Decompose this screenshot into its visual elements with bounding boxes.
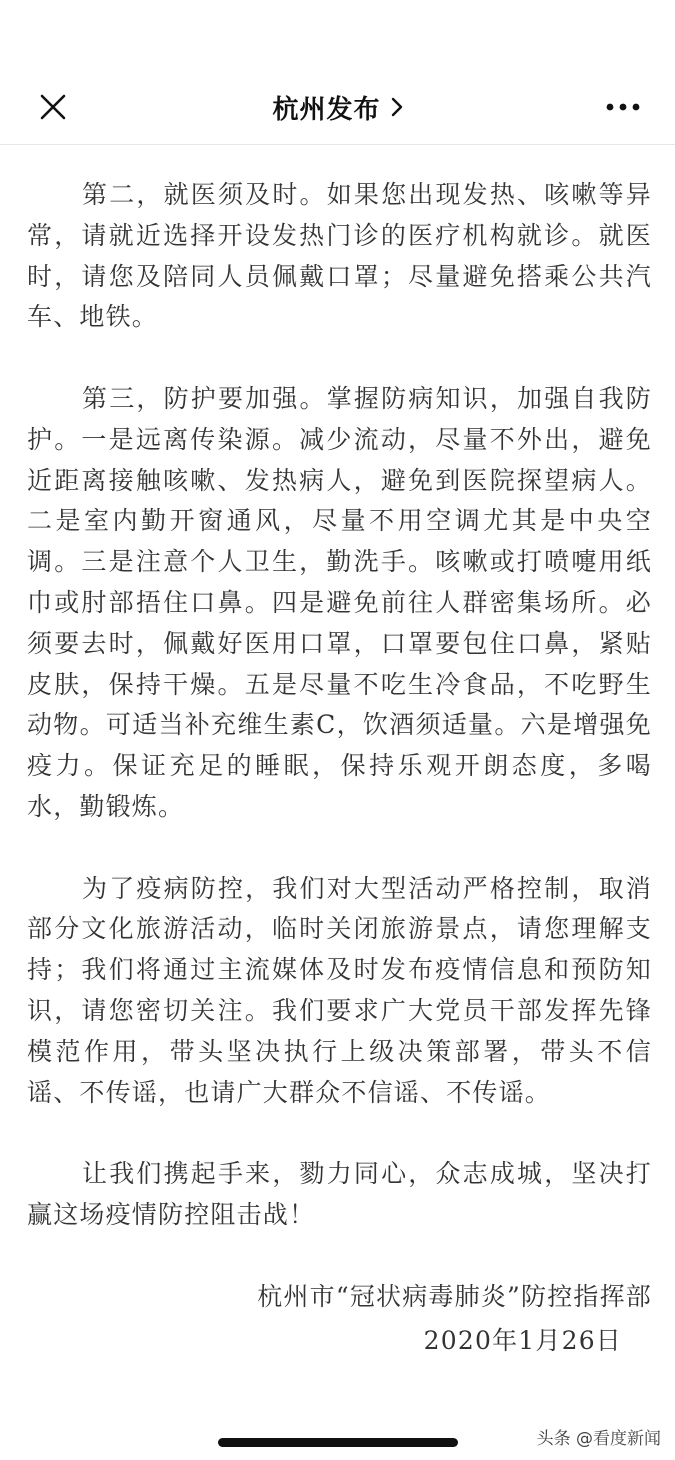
source-watermark: 头条 @看度新闻 <box>536 1429 661 1449</box>
paragraph-epidemic-control: 为了疫病防控，我们对大型活动严格控制，取消部分文化旅游活动，临时关闭旅游景点，请您理解支持；我们将通过主流媒体及时发布疫情信息和预防知识，请您密切关注。我们要求广大党员干部发挥先锋模范作用，带头坚决执行上级决策部署，带头不信谣、不传谣，也请广大群众不信谣、不传谣。 <box>27 873 652 1107</box>
account-name-link[interactable] <box>0 85 675 129</box>
article-body <box>27 175 652 1362</box>
paragraph-seek-medical-care: 第二，就医须及时。如果您出现发热、咳嗽等异常，请就近选择开设发热门诊的医疗机构就诊。就医时，请您及陪同人员佩戴口罩；尽量避免搭乘公共汽车、地铁。 <box>27 180 652 332</box>
more-horizontal-icon <box>606 103 640 111</box>
home-indicator[interactable] <box>218 1438 458 1447</box>
more-button[interactable] <box>600 84 646 130</box>
signature-date: 2020年1月26日 <box>423 1326 622 1356</box>
signature: 杭州市“冠状病毒肺炎”防控指挥部 <box>257 1281 652 1311</box>
chevron-right-icon <box>391 97 403 117</box>
paragraph-strengthen-protection: 第三，防护要加强。掌握防病知识，加强自我防护。一是远离传染源。减少流动，尽量不外出，避免近距离接触咳嗽、发热病人，避免到医院探望病人。二是室内勤开窗通风，尽量不用空调尤其是中央空调。三是注意个人卫生，勤洗手。咳嗽或打喷嚏用纸巾或肘部捂住口鼻。四是避免前往人群密集场所。必须要去时，佩戴好医用口罩，口罩要包住口鼻，紧贴皮肤，保持干燥。五是尽量不吃生冷食品，不吃野生动物。可适当补充维生素C，饮酒须适量。六是增强免疫力。保证充足的睡眠，保持乐观开朗态度，多喝水，勤锻炼。 <box>27 383 652 821</box>
page-title: 杭州发布 <box>272 94 381 125</box>
navigation-bar <box>0 0 675 145</box>
paragraph-call-to-action: 让我们携起手来，勠力同心，众志成城，坚决打赢这场疫情防控阻击战！ <box>27 1159 652 1229</box>
